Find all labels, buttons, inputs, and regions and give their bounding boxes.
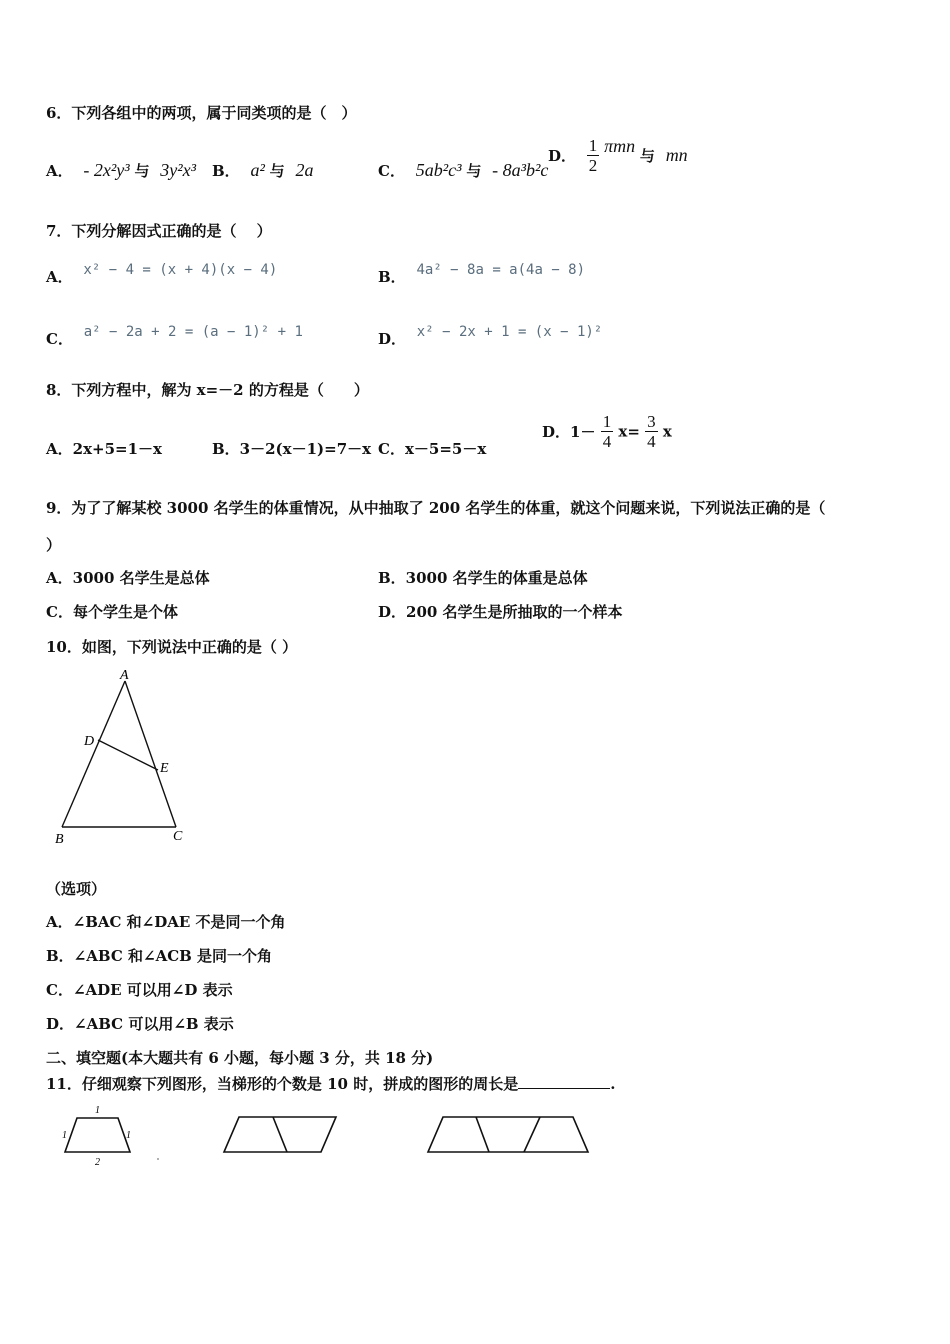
q10-option-a: A．∠BAC 和∠DAE 不是同一个角: [46, 913, 286, 931]
q6-b-expr1: a²: [250, 160, 265, 180]
label-e: E: [160, 761, 169, 776]
q10-triangle-figure: [50, 665, 200, 850]
q10-options-title: （选项）: [46, 880, 107, 898]
q6-b-label: B．: [212, 162, 240, 180]
q6-a-expr1: - 2x²y³: [83, 160, 130, 180]
trapezoid-1: [65, 1118, 130, 1152]
q9-option-b: B．3000 名学生的体重是总体: [378, 569, 588, 587]
q8-d-middle: x=: [618, 422, 640, 441]
edge-ab: [62, 681, 125, 827]
segment-de: [98, 740, 158, 770]
q6-c-expr2: - 8a³b²c: [492, 160, 549, 180]
q7-a-label: A．: [46, 268, 73, 286]
q6-option-d: [548, 136, 688, 175]
q9-option-d: D．200 名学生是所抽取的一个样本: [378, 603, 623, 621]
q6-c-link: 与: [466, 162, 482, 180]
q8-d-numerator-1: 1: [602, 412, 612, 431]
q7-c-expr: a² − 2a + 2 = (a − 1)² + 1: [83, 324, 303, 340]
q8-option-b: B．3－2(x－1)=7－x: [212, 440, 372, 458]
figure-2-divider: [273, 1117, 287, 1152]
q6-option-c: [378, 160, 548, 181]
label-d: D: [84, 734, 95, 749]
q9-stem-line-2: ）: [46, 536, 62, 554]
q9-option-a: A．3000 名学生是总体: [46, 569, 210, 587]
q6-a-expr2: 3y²x³: [160, 160, 197, 180]
q10-option-c: C．∠ADE 可以用∠D 表示: [46, 981, 233, 999]
q9-option-c: C．每个学生是个体: [46, 603, 178, 621]
trapezoid-1-top-label: 1: [95, 1105, 100, 1116]
q11-stem-end: .: [610, 1075, 616, 1093]
q8-d-denominator-2: 4: [647, 432, 656, 451]
figure-3-divider-1: [476, 1117, 489, 1152]
q9-stem-line-1: 9．为了了解某校 3000 名学生的体重情况，从中抽取了 200 名学生的体重，就这个问题来说，下列说法正确的是（: [46, 499, 826, 517]
q6-option-a: [46, 160, 196, 181]
q6-stem: 6．下列各组中的两项，属于同类项的是（ ）: [46, 104, 357, 122]
q8-d-fraction-1: [601, 412, 614, 451]
q7-option-c: [46, 324, 303, 348]
q6-d-link: 与: [639, 147, 655, 165]
q6-b-link: 与: [269, 162, 285, 180]
q11-stem: [46, 1073, 615, 1094]
q8-d-suffix: x: [662, 422, 672, 441]
label-b: B: [55, 832, 64, 847]
q7-a-expr: x² − 4 = (x + 4)(x − 4): [83, 262, 278, 278]
label-c: C: [173, 829, 183, 844]
q11-answer-blank: [518, 1074, 610, 1089]
q7-option-a: [46, 262, 278, 286]
q6-c-label: C．: [378, 162, 405, 180]
q8-stem: 8．下列方程中，解为 x=－2 的方程是（ ）: [46, 381, 369, 399]
q11-trapezoid-figures: [55, 1102, 615, 1172]
q7-d-label: D．: [378, 330, 407, 348]
q6-a-link: 与: [134, 162, 150, 180]
q8-option-a: A．2x+5=1－x: [46, 440, 162, 458]
q10-option-d: D．∠ABC 可以用∠B 表示: [46, 1015, 234, 1033]
q6-d-fraction: [587, 136, 600, 175]
q7-d-expr: x² − 2x + 1 = (x − 1)²: [416, 324, 603, 340]
q8-option-d: [542, 412, 672, 451]
q7-c-label: C．: [46, 330, 73, 348]
q6-c-expr1: 5ab²c³: [415, 160, 462, 180]
q8-option-c: C．x－5=5－x: [378, 440, 487, 458]
q6-d-label: D．: [548, 147, 577, 165]
q8-d-prefix: D．1－: [542, 423, 596, 441]
q6-d-denominator: 2: [588, 156, 598, 175]
q6-a-label: A．: [46, 162, 73, 180]
edge-ac: [125, 681, 176, 827]
label-a: A: [120, 668, 129, 683]
figure-3-divider-2: [524, 1117, 540, 1152]
q6-d-expr1: πmn: [604, 136, 636, 156]
trapezoid-1-left-label: 1: [62, 1130, 67, 1141]
figure-3-outline: [428, 1117, 588, 1152]
q7-option-b: [378, 262, 586, 286]
q7-b-label: B．: [378, 268, 406, 286]
trapezoid-1-bottom-label: 2: [95, 1157, 100, 1168]
q10-option-b: B．∠ABC 和∠ACB 是同一个角: [46, 947, 273, 965]
q7-stem: 7．下列分解因式正确的是（ ）: [46, 222, 272, 240]
q6-d-numerator: 1: [588, 136, 598, 155]
q6-option-b: [212, 160, 313, 181]
q6-b-expr2: 2a: [295, 160, 314, 180]
q7-b-expr: 4a² − 8a = a(4a − 8): [416, 262, 586, 278]
q11-stem-text: 11．仔细观察下列图形，当梯形的个数是 10 时，拼成的图形的周长是: [46, 1075, 519, 1093]
q7-option-d: [378, 324, 603, 348]
q8-d-denominator-1: 4: [602, 432, 612, 451]
q8-d-numerator-2: 3: [647, 412, 656, 431]
q8-d-fraction-2: [645, 412, 658, 451]
section-2-title: 二、填空题(本大题共有 6 小题，每小题 3 分，共 18 分): [46, 1049, 434, 1067]
speck-dot: [157, 1158, 159, 1160]
q10-stem: 10．如图，下列说法中正确的是（ ）: [46, 638, 298, 656]
trapezoid-1-right-label: 1: [126, 1130, 131, 1141]
q6-d-expr2: mn: [665, 145, 688, 165]
